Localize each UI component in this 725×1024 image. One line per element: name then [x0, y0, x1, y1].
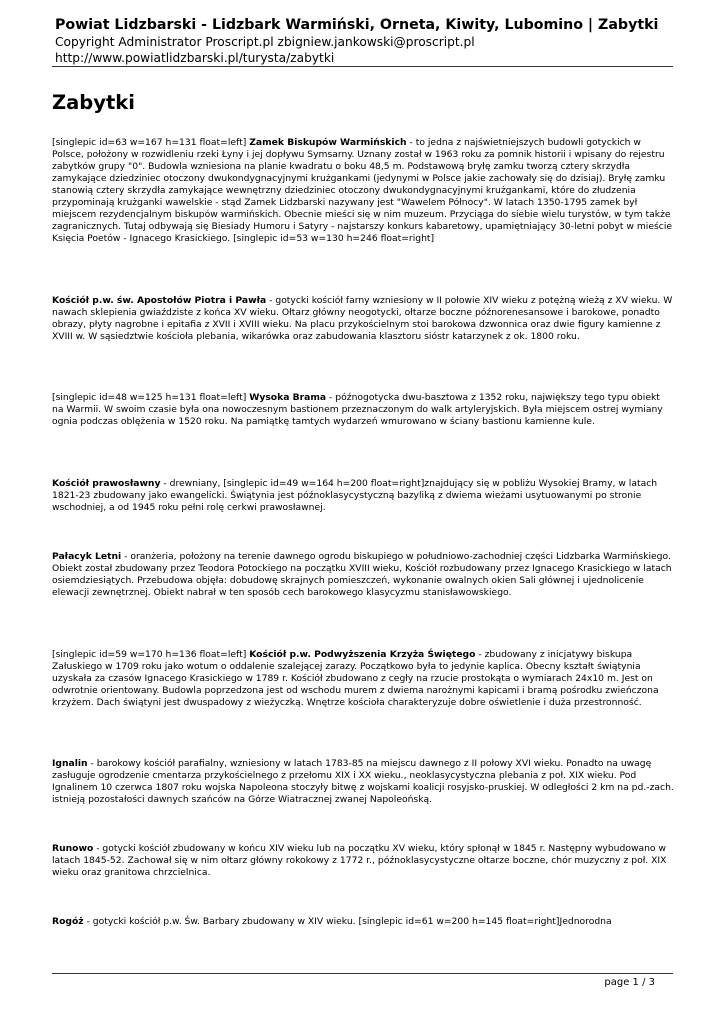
paragraph-heading: Kościół p.w. Podwyższenia Krzyża Świętego: [249, 649, 476, 660]
header-url: http://www.powiatlidzbarski.pl/turysta/zabytki: [55, 51, 335, 65]
paragraph-ignalin: [52, 758, 674, 806]
footer-divider: [52, 973, 673, 974]
paragraph-heading: Wysoka Brama: [249, 392, 327, 403]
paragraph-kosciol-krzyza: [52, 649, 674, 709]
paragraph-text: - gotycki kościół p.w. Św. Barbary zbudowany w XIV wieku. [singlepic id=61 w=200 h=145 float=right]Jednorodna: [83, 916, 612, 927]
paragraph-palacyk-letni: [52, 551, 674, 599]
header-divider: [52, 66, 673, 67]
paragraph-heading: Kościół p.w. św. Apostołów Piotra i Pawła: [52, 295, 267, 306]
paragraph-heading: Rogóż: [52, 916, 84, 927]
paragraph-text: - gotycki kościół farny wzniesiony w II połowie XIV wieku z potężną wieżą z XV wieku. W nawach sklepienia gwiaździste z końca XV wieku. Ołtarz główny neogotycki, ołtarze boczne późnorenesansowe i barokowe, ponadto obrazy, płyty nagrobne i epitafia z XVII i XVIII wieku. Na placu przykościelnym stoi barokowa dzwonnica oraz dwie figury kamienne z XVIII w. W sąsiedztwie kościoła plebania, wikarówka oraz zabudowania klasztoru sióstr katarzynek z ok. 1800 roku.: [52, 295, 673, 342]
paragraph-text: - gotycki kościół zbudowany w końcu XIV wieku lub na początku XV wieku, który spłonął w 1845 r. Następny wybudowano w latach 1845-52. Zachował się w nim ołtarz główny rokokowy z 1772 r., późnoklasycystyczne ołtarze boczne, chór muzyczny z poł. XIX wieku oraz granitowa chrzcielnica.: [52, 843, 667, 878]
paragraph-rogoz: [52, 916, 674, 928]
header-title: Powiat Lidzbarski - Lidzbark Warmiński, Orneta, Kiwity, Lubomino | Zabytki: [55, 17, 659, 33]
paragraph-heading: Runowo: [52, 843, 94, 854]
paragraph-heading: Ignalin: [52, 758, 88, 769]
document-header: [55, 16, 675, 66]
paragraph-kosciol-prawoslawny: [52, 478, 674, 514]
paragraph-text: - późnogotycka dwu-basztowa z 1352 roku, największy tego typu obiekt na Warmii. W swoim czasie była ona nowoczesnym bastionem przeznaczonym do walk artyleryjskich. Była miejscem ostrej wymiany ognia podczas oblężenia w 1520 roku. Na pamiątkę tamtych wydarzeń wmurowano w ściany bastionu kamienne kule.: [52, 392, 663, 427]
header-copyright: Copyright Administrator Proscript.pl zbigniew.jankowski@proscript.pl: [55, 35, 475, 49]
paragraph-text: - drewniany, [singlepic id=49 w=164 h=200 float=right]znajdujący się w pobliżu Wysokiej Bramy, w latach 1821-23 zbudowany jako ewangelicki. Świątynia jest późnoklasycystyczną bazyliką z dwiema wieżami usytuowanymi po stronie wschodniej, a od 1945 roku pełni rolę cerkwi prawosławnej.: [52, 478, 658, 513]
paragraph-zamek: [52, 137, 674, 245]
paragraph-heading: Pałacyk Letni: [52, 551, 122, 562]
paragraph-wysoka-brama: [52, 392, 674, 428]
paragraph-heading: Kościół prawosławny: [52, 478, 161, 489]
paragraph-pre: [singlepic id=63 w=167 h=131 float=left]: [52, 137, 250, 148]
paragraph-runowo: [52, 843, 674, 879]
paragraph-heading: Zamek Biskupów Warmińskich: [249, 137, 407, 148]
paragraph-pre: [singlepic id=59 w=170 h=136 float=left]: [52, 649, 250, 660]
page-title: Zabytki: [52, 91, 135, 114]
paragraph-text: - zbudowany z inicjatywy biskupa Załuskiego w 1709 roku jako wotum o oddalenie szalejącej zarazy. Początkowo była to jedynie kaplica. Obecny kształt świątynia uzyskała za czasów Ignacego Krasickiego w 1789 r. Kościół zbudowano z cegły na rzucie prostokąta o wymiarach 24x10 m. Jest on odwrotnie orientowany. Budowla poprzedzona jest od wschodu murem z dwiema narożnymi kapicami i bramą pośrodku zwieńczona krzyżem. Dach świątyni jest dwuspadowy z wieżyczką. Wnętrze kościoła charakteryzuje dobre oświetlenie i duża przestronność.: [52, 649, 659, 708]
page-number: page 1 / 3: [604, 977, 655, 988]
paragraph-text: - to jedna z najświetniejszych budowli gotyckich w Polsce, położony w rozwidleniu rzeki Łyny i jej dopływu Symsarny. Uznany został w 1963 roku za pomnik historii i wpisany do rejestru zabytków grupy "0". Budowla wzniesiona na planie kwadratu o boku 48,5 m. Podstawową bryłę zamku tworzą cztery skrzydła zamykające dziedziniec otoczony dwukondygnacyjnymi krużgankami (jedynymi w Polsce jakie zachowały się do dzisiaj). Bryłę zamku stanowią cztery skrzydła zamykające wewnętrzny dziedziniec otoczony dwukondygnacyjnymi krużgankami, które do złudzenia przypominają krużganki wawelskie - stąd Zamek Lidzbarski nazywany jest "Wawelem Północy". W latach 1350-1795 zamek był miejscem rezydencjalnym biskupów warmińskich. Obecnie mieści się w nim muzeum. Przyciąga do siebie wielu turystów, w tym także zagranicznych. Tutaj odbywają się Biesiady Humoru i Satyry - najstarszy konkurs kabaretowy, upamiętniający 30-letni pobyt w mieście Księcia Poetów - Ignacego Krasickiego. [singlepic id=53 w=130 h=246 float=right]: [52, 137, 673, 244]
paragraph-kosciol-farny: [52, 295, 674, 343]
paragraph-text: - barokowy kościół parafialny, wzniesiony w latach 1783-85 na miejscu dawnego z II połowy XVI wieku. Ponadto na uwagę zasługuje ogrodzenie cmentarza przykościelnego z przełomu XIX i XX wieku., neoklasycystyczna plebania z poł. XIX wieku. Pod Ignalinem 10 czerwca 1807 roku wojska Napoleona stoczyły bitwę z wojskami koalicji rosyjsko-pruskiej. W odległości 2 km na pd.-zach. istnieją pozostałości dawnych szańców na Górze Wiatracznej zwanej Napoleońską.: [52, 758, 674, 805]
paragraph-pre: [singlepic id=48 w=125 h=131 float=left]: [52, 392, 250, 403]
paragraph-text: - oranżeria, położony na terenie dawnego ogrodu biskupiego w południowo-zachodniej części Lidzbarka Warmińskiego. Obiekt został zbudowany przez Teodora Potockiego na początku XVIII wieku, Kościół rozbudowany przez Ignacego Krasickiego w latach osiemdziesiątych. Przebudowa objęła: dobudowę skrajnych pomieszczeń, wykonanie owalnych okien Sali głównej i ujednolicenie elewacji zewnętrznej. Obiekt nabrał w ten sposób cech barokowego klasycyzmu stanisławowskiego.: [52, 551, 672, 598]
